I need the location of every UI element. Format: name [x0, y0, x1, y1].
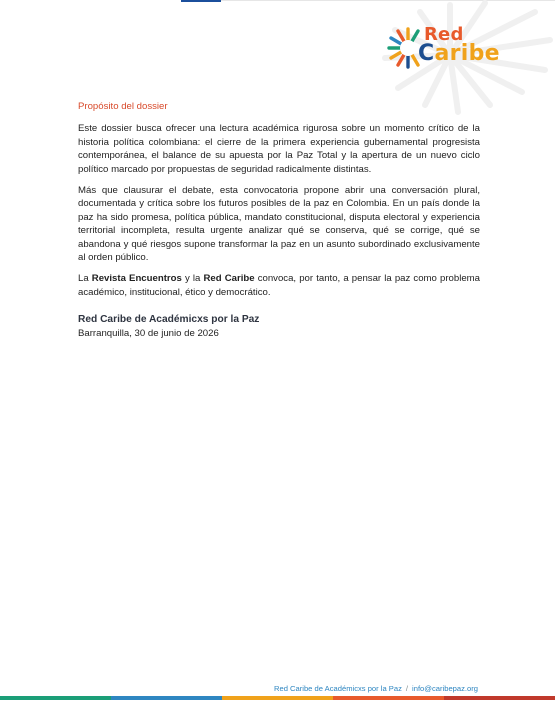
p3-text-2: y la — [181, 273, 204, 285]
paragraph-1: Este dossier busca ofrecer una lectura académica rigurosa sobre un momento crítico de la historia política colombiana: el cierre de la primera experiencia gubernamental progresista contemporánea, el balance de su apuesta por la Paz Total y la apertura de un nuevo ciclo político marcado por propuestas de seguridad radicalmente distintas. — [78, 123, 480, 175]
top-accent-bar — [181, 0, 221, 2]
p3-red-caribe: Red Caribe — [203, 273, 255, 285]
bottom-color-stripe — [0, 696, 555, 700]
logo-word-caribe — [418, 41, 500, 66]
logo-word-red: Red — [424, 24, 464, 45]
stripe-segment — [333, 696, 444, 700]
footer — [274, 684, 478, 693]
stripe-segment — [222, 696, 333, 700]
dossier-content — [78, 100, 480, 340]
stripe-segment — [0, 696, 111, 700]
logo-letter-c: C — [418, 41, 435, 66]
p3-text-3: convoca, por tanto, a pensar la paz como problema académico, institucional, ético y democrático. — [78, 273, 480, 298]
paragraph-3 — [78, 272, 480, 299]
signature-organization: Red Caribe de Académicxs por la Paz — [78, 314, 260, 326]
stripe-segment — [444, 696, 555, 700]
red-caribe-logo — [386, 24, 516, 84]
logo-word-caribe-rest: aribe — [434, 41, 500, 66]
paragraph-2: Más que clausurar el debate, esta convocatoria propone abrir una conversación plural, documentada y crítica sobre los futuros posibles de la paz en Colombia. En un país donde la paz ha sido promesa, política pública, mandato constitucional, disputa electoral y experiencia territorial incompleta, resulta urgente analizar qué se conserva, qué se corrige, qué se abandona y qué riesgos supone transformar la paz en un asunto subordinado exclusivamente al orden público. — [78, 185, 480, 264]
footer-separator: / — [405, 684, 409, 693]
p3-revista-encuentros: Revista Encuentros — [91, 273, 182, 285]
signature-place-date: Barranquilla, 30 de junio de 2026 — [78, 327, 219, 339]
footer-org: Red Caribe de Académicxs por la Paz — [274, 684, 402, 693]
footer-email[interactable]: info@caribepaz.org — [412, 684, 478, 693]
section-title: Propósito del dossier — [78, 101, 168, 112]
stripe-segment — [111, 696, 222, 700]
p3-text-1: La — [78, 273, 92, 285]
